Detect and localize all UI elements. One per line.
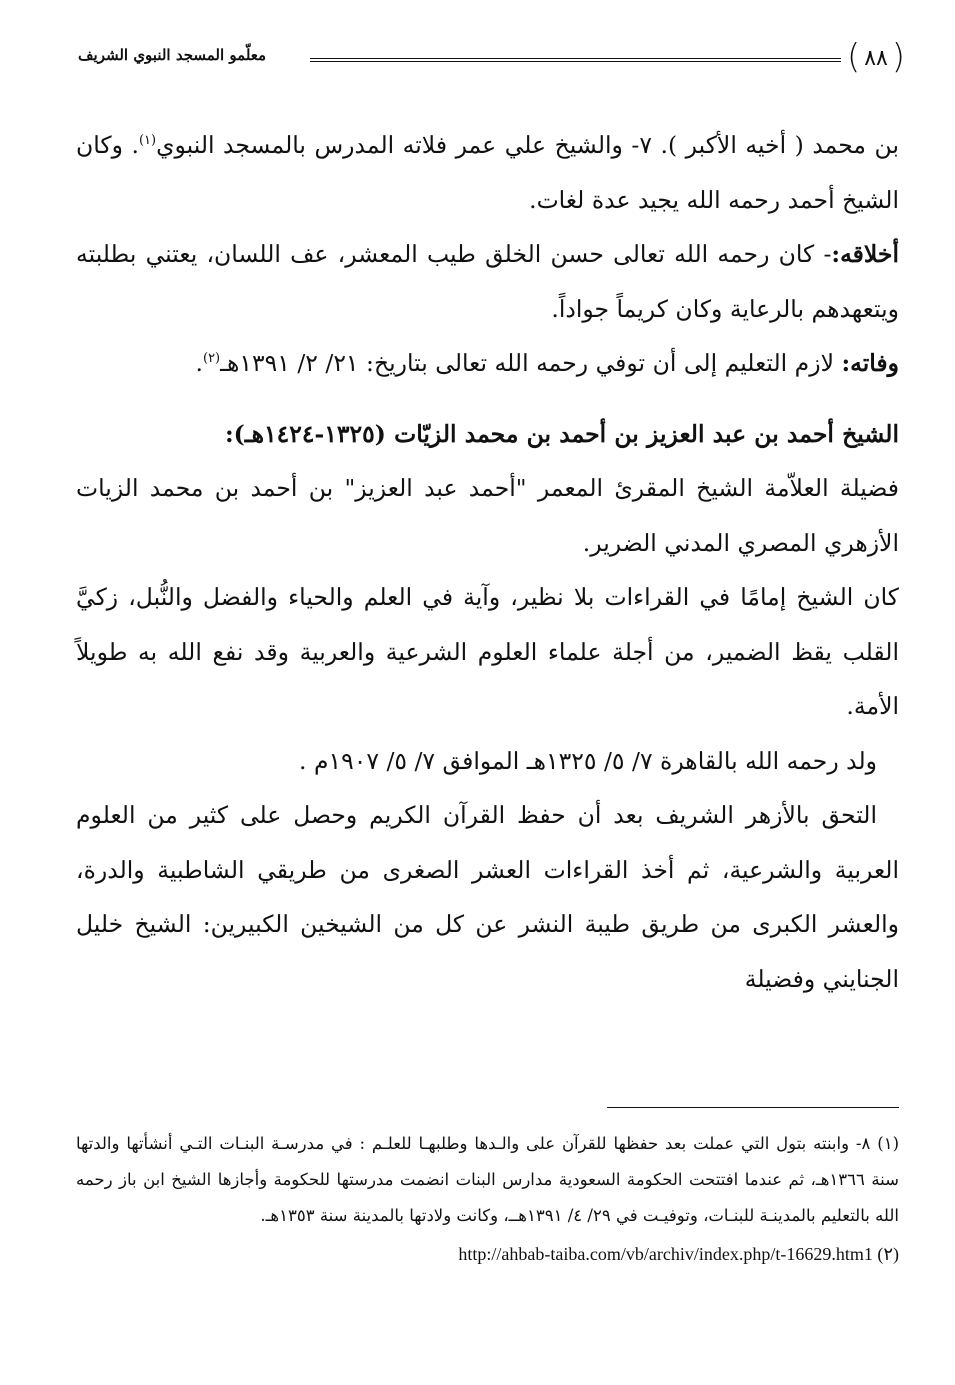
- paragraph-text: بن محمد ( أخيه الأكبر ). ٧- والشيخ علي عمر فلاته المدرس بالمسجد النبوي: [156, 131, 899, 159]
- footnote-separator: [607, 1107, 899, 1108]
- paragraph-birth: ولد رحمه الله بالقاهرة ٧/ ٥/ ١٣٢٥هـ الموافق ٧/ ٥/ ١٩٠٧م .: [299, 746, 877, 775]
- paragraph-education: التحق بالأزهر الشريف بعد أن حفظ القرآن الكريم وحصل على كثير من العلوم العربية والشرعية، ثم أخذ القراءات العشر الصغرى من طريقي الشاطبية والدرة، والعشر الكبرى من طريق طيبة النشر عن كل من الشيخين الكبيرين: الشيخ خليل الجنايني وفضيلة: [76, 801, 899, 993]
- paragraph-continuation: [76, 118, 899, 227]
- section-heading-text: الشيخ أحمد بن عبد العزيز بن أحمد بن محمد الزيّات (١٣٢٥-١٤٢٤هـ):: [224, 419, 899, 448]
- paragraph-description: كان الشيخ إمامًا في القراءات بلا نظير، وآية في العلم والحياء والفضل والنُّبل، زكيَّ القلب يقظ الضمير، من أجلة علماء العلوم الشرعية والعربية وقد نفع الله به طويلاً الأمة.: [76, 583, 899, 720]
- paragraph-text: . وكان: [76, 131, 139, 159]
- paragraph-text: - كان رحمه الله تعالى حسن الخلق طيب المعشر، عف اللسان، يعتني بطلبته ويتعهدهم بالرعاية وكان كريماً جواداً.: [76, 240, 899, 323]
- footnote-1: [76, 1126, 899, 1234]
- footnote-number: (١): [877, 1134, 899, 1153]
- paragraph-text: .: [195, 349, 203, 377]
- running-header: [78, 38, 905, 82]
- footnote-text: ٨- وابنته بتول التي عملت بعد حفظها للقرآن على والـدها وطلبهـا للعلـم : في مدرسـة البنـات التـي أنشأتها والدتها سنة ١٣٦٦هـ، ثم عندما افتتحت الحكومة السعودية مدارس البنات انضمت مدرستها للحكومة وأجازها الشيخ ابن باز رحمه الله بالتعليم بالمدينـة للبنـات، وتوفيـت في ٢٩/ ٤/ ١٣٩١هــ، وكانت ولادتها بالمدينة سنة ١٣٥٣هـ.: [76, 1134, 899, 1225]
- footnote-ref-1[interactable]: (١): [138, 133, 157, 149]
- body-text: [76, 118, 899, 1006]
- running-title: معلّمو المسجد النبوي الشريف: [78, 46, 267, 64]
- footnote-url-link[interactable]: http://ahbab-taiba.com/vb/archiv/index.php/t-16629.htm1: [458, 1244, 873, 1264]
- paragraph-death: [76, 336, 899, 391]
- header-double-rule: [310, 58, 841, 62]
- section-heading: [76, 407, 899, 462]
- footnote-ref-2[interactable]: (٢): [202, 351, 221, 367]
- paragraph-intro: فضيلة العلاّمة الشيخ المقرئ المعمر "أحمد عبد العزيز" بن أحمد بن محمد الزيات الأزهري المصري المدني الضرير.: [76, 474, 899, 557]
- paragraph-text: لازم التعليم إلى أن توفي رحمه الله تعالى بتاريخ: ٢١/ ٢/ ١٣٩١هـ: [220, 349, 842, 377]
- page-number-box: [847, 38, 905, 78]
- footnotes: [76, 1126, 899, 1272]
- footnote-2: [76, 1236, 899, 1272]
- footnote-number: (٢): [877, 1244, 899, 1264]
- paragraph-label: أخلاقه:: [831, 240, 899, 268]
- bracket-right: (: [891, 37, 905, 77]
- paragraph-text: الشيخ أحمد رحمه الله يجيد عدة لغات.: [529, 185, 899, 214]
- bracket-left: ): [847, 37, 861, 77]
- page-number: ٨٨: [864, 45, 888, 71]
- paragraph-label: وفاته:: [841, 349, 899, 377]
- paragraph-manners: [76, 227, 899, 336]
